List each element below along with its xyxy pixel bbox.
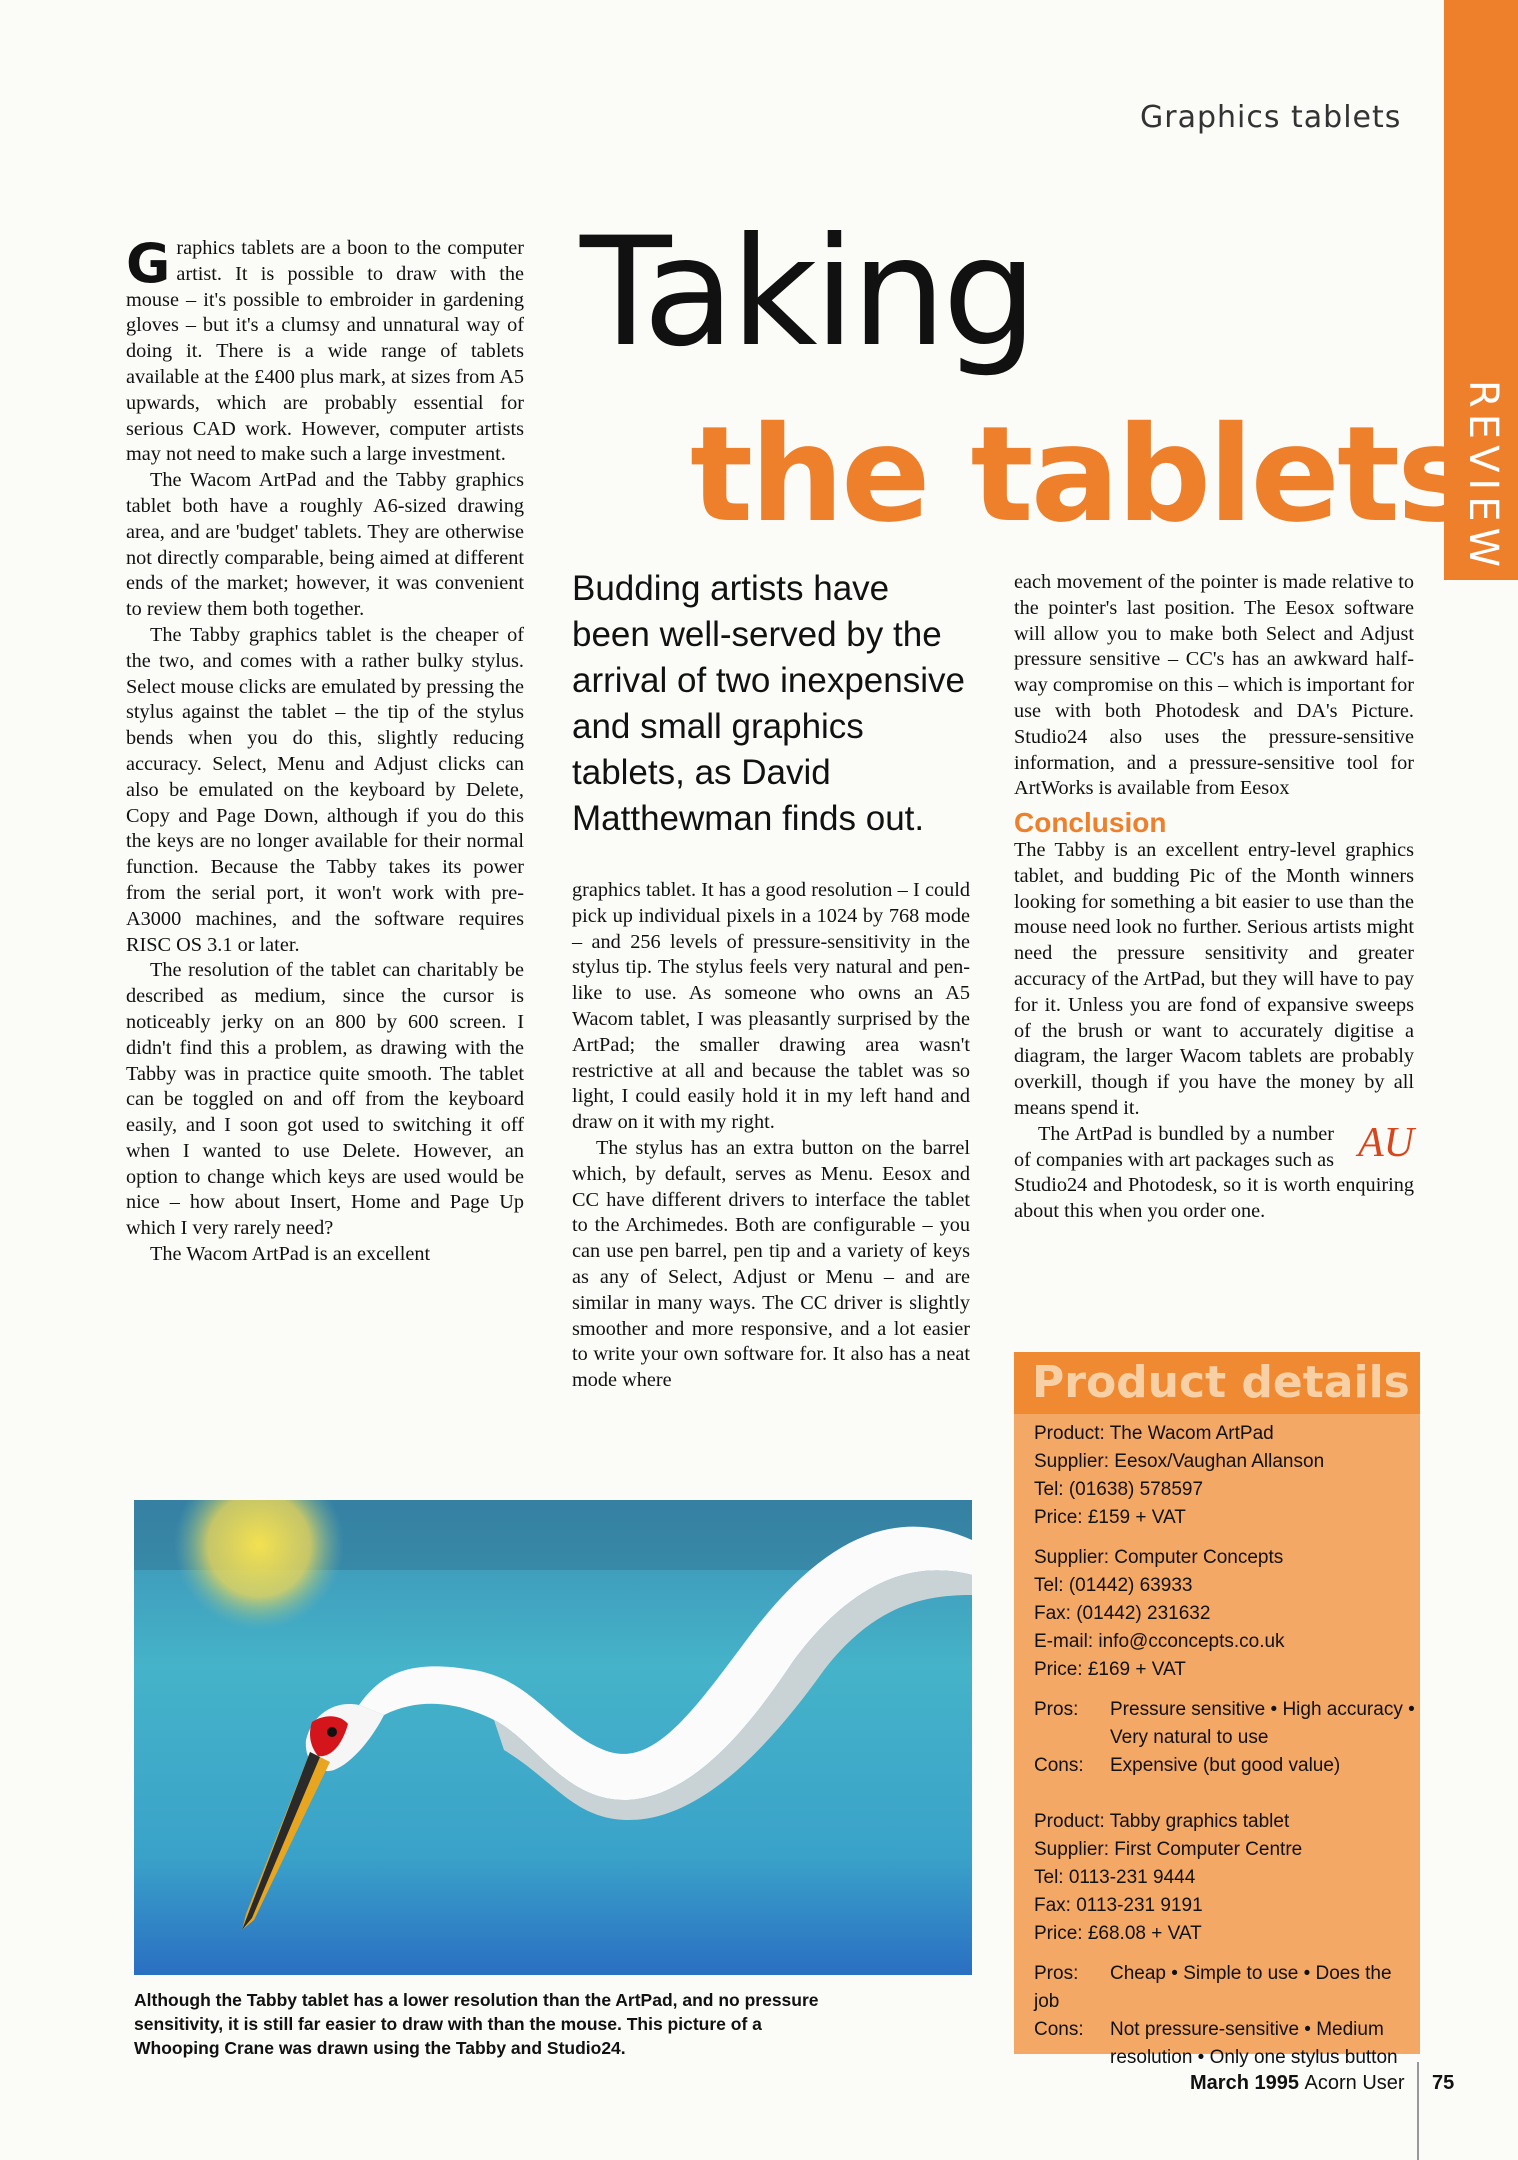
paragraph: Graphics tablets are a boon to the computer artist. It is possible to draw with the mouse – it's possible to embroider in gardening gloves – but it's a clumsy and unnatural way of doing it. There is a wide range of tablets available at the £400 plus mark, at sizes from A5 upwards, which are probably essential for serious CAD work. However, computer artists may not need to make such a large investment. — [126, 232, 524, 466]
article-column-3 — [1014, 570, 1414, 1225]
standfirst: Budding artists have been well-served by the arrival of two inexpensive and small graphics tablets, as David Matthewman finds out. — [572, 569, 965, 838]
headline-line2: the tablets — [690, 398, 1473, 552]
paragraph: The Tabby is an excellent entry-level graphics tablet, and budding Pic of the Month winners looking for something a bit easier to use than the mouse need look no further. Serious artists might need the pressure sensitivity and greater accuracy of the ArtPad, but they will have to pay for it. Unless you are fond of expansive sweeps of the brush or want to accurately digitise a diagram, the larger Wacom tablets are probably overkill, though if you have the money by all means spend it. — [1014, 838, 1414, 1119]
product-block-cc: Supplier: Computer Concepts Tel: (01442) 63933 Fax: (01442) 231632 E-mail: info@cconcepts.co.uk Price: £169 + VAT — [1034, 1547, 1285, 1680]
product-block-tabby: Product: Tabby graphics tablet Supplier: First Computer Centre Tel: 0113-231 9444 Fax: 0113-231 9191 Price: £68.08 + VAT — [1034, 1811, 1303, 1944]
paragraph: The resolution of the tablet can charitably be described as medium, since the cursor is noticeably jerky on an 800 by 600 screen. I didn't find this a problem, as drawing with the Tabby was in practice quite smooth. The tablet can be toggled on and off from the keyboard easily, and I soon got used to switching it off when I wanted to use Delete. However, an option to change which keys are used would be nice – how about Insert, Home and Page Up which I very rarely need? — [126, 959, 524, 1240]
paragraph: The Wacom ArtPad is an excellent — [150, 1243, 431, 1266]
section-title: Graphics tablets — [1140, 100, 1402, 135]
footer-magazine: Acorn User — [1304, 2072, 1405, 2094]
artpad-pros-cons: Pros: Pressure sensitive • High accuracy • Very natural to use Cons: Expensive (but good value) — [1034, 1699, 1415, 1776]
article-column-1 — [126, 232, 524, 1268]
footer-divider — [1417, 2062, 1419, 2160]
headline-line1: Taking — [580, 206, 1034, 380]
whooping-crane-illustration — [134, 1500, 972, 1975]
paragraph: The Wacom ArtPad and the Tabby graphics tablet both have a roughly A6-sized drawing area, and are 'budget' tablets. They are otherwise not directly comparable, being aimed at different ends of the market; however, it was convenient to review them both together. — [126, 469, 524, 621]
end-mark: AU — [1358, 1119, 1414, 1166]
product-details-title: Product details — [1014, 1352, 1420, 1414]
paragraph: The stylus has an extra button on the barrel which, by default, serves as Menu. Eesox and CC have different drivers to interface the tablet to the Archimedes. Both are configurable – you can use pen barrel, pen tip and a variety of keys as any of Select, Adjust or Menu – and are similar in many ways. The CC driver is slightly smoother and more responsive, and a lot easier to write your own software for. It also has a neat mode where — [572, 1136, 970, 1392]
footer-credit — [1190, 2072, 1405, 2095]
paragraph: each movement of the pointer is made relative to the pointer's last position. The Eesox software will allow you to make both Select and Adjust pressure sensitive – CC's has an awkward half-way compromise on this – which is important for use with both Photodesk and DA's Picture. Studio24 also uses the pressure-sensitive information, and a pressure-sensitive tool for ArtWorks is available from Eesox — [1014, 571, 1414, 800]
paragraph: graphics tablet. It has a good resolution – I could pick up individual pixels in a 1024 by 768 mode – and 256 levels of pressure-sensitivity in the stylus tip. The stylus feels very natural and pen-like to use. As someone who owns an A5 Wacom tablet, I was pleasantly surprised by the ArtPad; the smaller drawing area wasn't restrictive at all and because the tablet was so light, I could easily hold it in my left hand and draw on it with my right. — [572, 879, 970, 1134]
page-number: 75 — [1432, 2072, 1455, 2094]
tabby-pros-cons: Pros: Cheap • Simple to use • Does the job Cons: Not pressure-sensitive • Medium resolution • Only one stylus button — [1034, 1963, 1398, 2068]
product-block-artpad: Product: The Wacom ArtPad Supplier: Eesox/Vaughan Allanson Tel: (01638) 578597 Price: £159 + VAT — [1034, 1423, 1325, 1528]
paragraph: AU The ArtPad is bundled by a number of companies with art packages such as Studio24 and Photodesk, so it is worth enquiring about this when you order one. — [1014, 1119, 1414, 1223]
paragraph: The Tabby graphics tablet is the cheaper of the two, and comes with a rather bulky stylus. Select mouse clicks are emulated by pressing the stylus against the tablet – the tip of the stylus bends when you do this, slightly reducing accuracy. Select, Menu and Adjust clicks can also be emulated on the keyboard by Delete, Copy and Page Down, although if you do this the keys are no longer available for their normal function. Because the Tabby takes its power from the serial port, it won't work with pre-A3000 machines, and the software requires RISC OS 3.1 or later. — [126, 623, 524, 956]
product-details-panel — [1014, 1352, 1420, 2068]
footer-issue: March 1995 — [1190, 2072, 1299, 2094]
image-caption: Although the Tabby tablet has a lower resolution than the ArtPad, and no pressure sensitivity, it is still far easier to draw with than the mouse. This picture of a Whooping Crane was drawn using the Tabby and Studio24. — [134, 1990, 819, 2058]
crane-artwork — [134, 1500, 972, 1975]
article-column-2 — [572, 878, 970, 1394]
conclusion-heading: Conclusion — [1014, 807, 1167, 839]
review-tab-label: REVIEW — [1460, 380, 1506, 574]
drop-cap: G — [126, 232, 171, 295]
